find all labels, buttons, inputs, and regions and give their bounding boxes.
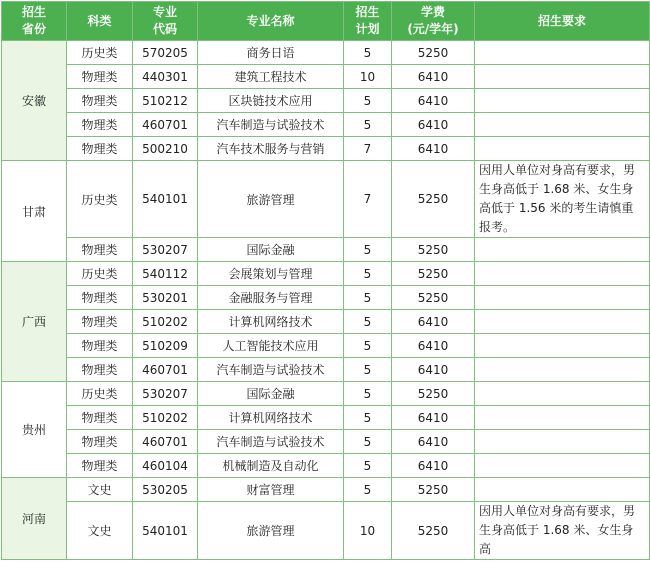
plan-cell: 5 <box>344 406 392 430</box>
category-cell: 物理类 <box>67 454 133 478</box>
requirement-cell <box>475 454 650 478</box>
province-cell: 河南 <box>2 478 67 560</box>
province-cell: 甘肃 <box>2 161 67 262</box>
major-cell: 旅游管理 <box>198 161 344 238</box>
major-cell: 机械制造及自动化 <box>198 454 344 478</box>
major-cell: 计算机网络技术 <box>198 310 344 334</box>
major-cell: 人工智能技术应用 <box>198 334 344 358</box>
fee-cell: 6410 <box>392 89 475 113</box>
code-cell: 570205 <box>133 41 198 65</box>
fee-cell: 6410 <box>392 334 475 358</box>
code-cell: 530207 <box>133 238 198 262</box>
table-row <box>2 262 650 286</box>
header-requirement: 招生要求 <box>475 2 650 41</box>
fee-cell: 5250 <box>392 262 475 286</box>
fee-cell: 5250 <box>392 286 475 310</box>
province-cell: 广西 <box>2 262 67 382</box>
category-cell: 物理类 <box>67 430 133 454</box>
table-row <box>2 161 650 238</box>
plan-cell: 5 <box>344 310 392 334</box>
code-cell: 540101 <box>133 502 198 560</box>
plan-cell: 5 <box>344 478 392 502</box>
province-cell: 贵州 <box>2 382 67 478</box>
code-cell: 530205 <box>133 478 198 502</box>
table-row <box>2 430 650 454</box>
table-row <box>2 310 650 334</box>
code-cell: 530201 <box>133 286 198 310</box>
table-row <box>2 502 650 560</box>
major-cell: 汽车制造与试验技术 <box>198 358 344 382</box>
fee-cell: 5250 <box>392 41 475 65</box>
admission-plan-table <box>1 1 650 560</box>
requirement-cell: 因用人单位对身高有要求，男生身高低于 1.68 米、女生身高低于 1.56 米的考生请慎重报考。 <box>475 161 650 238</box>
requirement-cell <box>475 334 650 358</box>
requirement-cell: 因用人单位对身高有要求，男生身高低于 1.68 米、女生身高 <box>475 502 650 560</box>
requirement-cell <box>475 65 650 89</box>
table-row <box>2 406 650 430</box>
fee-cell: 5250 <box>392 478 475 502</box>
fee-cell: 6410 <box>392 406 475 430</box>
fee-cell: 6410 <box>392 358 475 382</box>
table-header <box>2 2 650 41</box>
fee-cell: 5250 <box>392 502 475 560</box>
major-cell: 计算机网络技术 <box>198 406 344 430</box>
fee-cell: 6410 <box>392 65 475 89</box>
major-cell: 汽车制造与试验技术 <box>198 430 344 454</box>
header-code: 专业 代码 <box>133 2 198 41</box>
fee-cell: 6410 <box>392 454 475 478</box>
table-row <box>2 454 650 478</box>
fee-cell: 6410 <box>392 113 475 137</box>
requirement-cell <box>475 238 650 262</box>
header-province: 招生 省份 <box>2 2 67 41</box>
category-cell: 物理类 <box>67 238 133 262</box>
major-cell: 区块链技术应用 <box>198 89 344 113</box>
requirement-cell <box>475 478 650 502</box>
plan-cell: 5 <box>344 262 392 286</box>
code-cell: 540101 <box>133 161 198 238</box>
major-cell: 商务日语 <box>198 41 344 65</box>
plan-cell: 5 <box>344 358 392 382</box>
table-row <box>2 65 650 89</box>
plan-cell: 5 <box>344 430 392 454</box>
code-cell: 510202 <box>133 406 198 430</box>
code-cell: 460104 <box>133 454 198 478</box>
category-cell: 历史类 <box>67 262 133 286</box>
category-cell: 历史类 <box>67 161 133 238</box>
requirement-cell <box>475 89 650 113</box>
major-cell: 汽车制造与试验技术 <box>198 113 344 137</box>
requirement-cell <box>475 262 650 286</box>
plan-cell: 7 <box>344 137 392 161</box>
fee-cell: 5250 <box>392 238 475 262</box>
requirement-cell <box>475 137 650 161</box>
category-cell: 历史类 <box>67 382 133 406</box>
requirement-cell <box>475 286 650 310</box>
code-cell: 460701 <box>133 430 198 454</box>
category-cell: 文史 <box>67 478 133 502</box>
code-cell: 510212 <box>133 89 198 113</box>
header-plan: 招生 计划 <box>344 2 392 41</box>
fee-cell: 5250 <box>392 382 475 406</box>
requirement-cell <box>475 113 650 137</box>
code-cell: 530207 <box>133 382 198 406</box>
requirement-cell <box>475 41 650 65</box>
plan-cell: 10 <box>344 65 392 89</box>
code-cell: 460701 <box>133 113 198 137</box>
header-major: 专业名称 <box>198 2 344 41</box>
code-cell: 500210 <box>133 137 198 161</box>
major-cell: 财富管理 <box>198 478 344 502</box>
plan-cell: 10 <box>344 502 392 560</box>
plan-cell: 5 <box>344 454 392 478</box>
category-cell: 物理类 <box>67 65 133 89</box>
requirement-cell <box>475 430 650 454</box>
major-cell: 汽车技术服务与营销 <box>198 137 344 161</box>
plan-cell: 7 <box>344 161 392 238</box>
requirement-cell <box>475 406 650 430</box>
plan-cell: 5 <box>344 238 392 262</box>
plan-cell: 5 <box>344 113 392 137</box>
table-row <box>2 358 650 382</box>
plan-cell: 5 <box>344 89 392 113</box>
fee-cell: 6410 <box>392 430 475 454</box>
plan-cell: 5 <box>344 334 392 358</box>
province-cell: 安徽 <box>2 41 67 161</box>
table-row <box>2 113 650 137</box>
table-row <box>2 137 650 161</box>
fee-cell: 6410 <box>392 310 475 334</box>
plan-cell: 5 <box>344 286 392 310</box>
table-row <box>2 89 650 113</box>
code-cell: 440301 <box>133 65 198 89</box>
major-cell: 金融服务与管理 <box>198 286 344 310</box>
header-category: 科类 <box>67 2 133 41</box>
major-cell: 旅游管理 <box>198 502 344 560</box>
table-body <box>2 41 650 560</box>
requirement-cell <box>475 310 650 334</box>
category-cell: 历史类 <box>67 41 133 65</box>
plan-cell: 5 <box>344 382 392 406</box>
category-cell: 物理类 <box>67 89 133 113</box>
major-cell: 会展策划与管理 <box>198 262 344 286</box>
category-cell: 物理类 <box>67 137 133 161</box>
requirement-cell <box>475 382 650 406</box>
header-fee: 学费 (元/学年) <box>392 2 475 41</box>
table-row <box>2 286 650 310</box>
plan-cell: 5 <box>344 41 392 65</box>
major-cell: 建筑工程技术 <box>198 65 344 89</box>
code-cell: 460701 <box>133 358 198 382</box>
code-cell: 510209 <box>133 334 198 358</box>
major-cell: 国际金融 <box>198 382 344 406</box>
table-row <box>2 238 650 262</box>
category-cell: 物理类 <box>67 358 133 382</box>
table-row <box>2 382 650 406</box>
category-cell: 物理类 <box>67 406 133 430</box>
requirement-cell <box>475 358 650 382</box>
category-cell: 物理类 <box>67 310 133 334</box>
code-cell: 540112 <box>133 262 198 286</box>
table-row <box>2 334 650 358</box>
table-row <box>2 478 650 502</box>
category-cell: 文史 <box>67 502 133 560</box>
fee-cell: 5250 <box>392 161 475 238</box>
category-cell: 物理类 <box>67 113 133 137</box>
code-cell: 510202 <box>133 310 198 334</box>
category-cell: 物理类 <box>67 286 133 310</box>
table-row <box>2 41 650 65</box>
major-cell: 国际金融 <box>198 238 344 262</box>
category-cell: 物理类 <box>67 334 133 358</box>
fee-cell: 6410 <box>392 137 475 161</box>
